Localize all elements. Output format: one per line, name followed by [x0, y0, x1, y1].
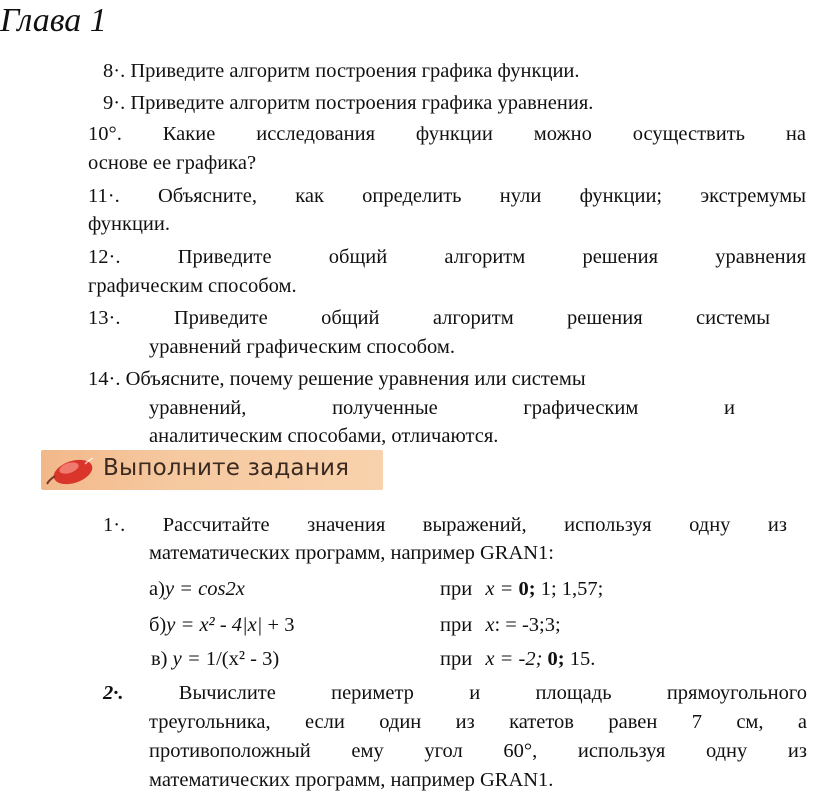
task-2-line1 — [103, 680, 807, 707]
item-label: в) — [151, 648, 168, 670]
question-number: 12·. — [88, 246, 121, 268]
item-label: а) — [149, 578, 165, 600]
condition-prefix: при — [440, 578, 473, 600]
question-number: 13·. — [88, 307, 121, 329]
chapter-title: Глава 1 — [0, 2, 107, 39]
task-2-line3: противоположный ему угол 60°, используя одну из — [149, 740, 807, 762]
question-10-line1 — [88, 121, 806, 148]
question-11-line2: функции. — [88, 213, 170, 235]
question-number: 9·. — [103, 92, 126, 114]
question-text: Приведите алгоритм построения графика функции. — [130, 60, 580, 82]
question-12-line1 — [88, 244, 806, 271]
task-1-line1 — [103, 512, 787, 539]
question-number: 14·. — [88, 368, 121, 390]
question-number: 11·. — [88, 185, 120, 207]
condition-rest: : = -3;3; — [494, 614, 561, 636]
question-text: Приведите общий алгоритм решения уравнения — [177, 246, 806, 268]
condition-bold: 0; — [542, 648, 565, 670]
item-expression-rest: 1/(x² - 3) — [205, 648, 280, 670]
question-9 — [103, 90, 593, 117]
task-number: 2·. — [103, 682, 124, 704]
condition-rest: 15. — [564, 648, 596, 670]
question-10-line2: основе ее графика? — [88, 152, 257, 174]
question-number: 8·. — [103, 60, 126, 82]
item-label: б) — [149, 614, 167, 636]
question-13-line2: уравнений графическим способом. — [149, 336, 456, 358]
condition-prefix: при — [440, 614, 473, 636]
question-text: Объясните, почему решение уравнения или системы — [125, 368, 586, 390]
question-text: Какие исследования функции можно осуществить на — [162, 123, 806, 145]
question-8 — [103, 58, 580, 85]
question-14-line2: уравнений, полученные графическим и — [149, 397, 735, 419]
condition-rest: 1; 1,57; — [535, 578, 604, 600]
question-text: Приведите общий алгоритм решения системы — [173, 307, 770, 329]
task-number: 1·. — [103, 514, 126, 536]
item-expression: y = — [172, 648, 206, 670]
question-number: 10°. — [88, 123, 122, 145]
question-13-line1 — [88, 305, 770, 332]
condition-prefix: при — [440, 648, 473, 670]
item-expression-rest: + 3 — [262, 614, 295, 636]
tasks-banner — [41, 450, 383, 490]
question-text: Объясните, как определить нули функции; экстремумы — [157, 185, 806, 207]
question-12-line2: графическим способом. — [88, 275, 297, 297]
task-1-line2: математических программ, например GRAN1: — [149, 542, 555, 564]
item-expression: y = cos2x — [164, 578, 245, 600]
condition-bold: 0; — [518, 578, 536, 600]
task-2-line2: треугольника, если один из катетов равен 7 см, а — [149, 711, 807, 733]
banner-label: Выполните задания — [103, 455, 350, 481]
item-expression: y = x² - 4|x| — [166, 614, 263, 636]
question-text: Приведите алгоритм построения графика уравнения. — [130, 92, 594, 114]
computer-mouse-icon — [45, 454, 97, 486]
condition-variable: x = — [485, 578, 519, 600]
condition-variable: x = -2; — [485, 648, 543, 670]
question-14-line1 — [88, 366, 586, 393]
task-2-line4: математических программ, например GRAN1. — [149, 769, 554, 791]
task-text: Вычислите периметр и площадь прямоугольного — [178, 682, 807, 704]
task-text: Рассчитайте значения выражений, используя одну из — [162, 514, 788, 536]
question-14-line3: аналитическим способами, отличаются. — [149, 425, 499, 447]
question-11-line1 — [88, 183, 806, 210]
condition-variable: x — [485, 614, 495, 636]
